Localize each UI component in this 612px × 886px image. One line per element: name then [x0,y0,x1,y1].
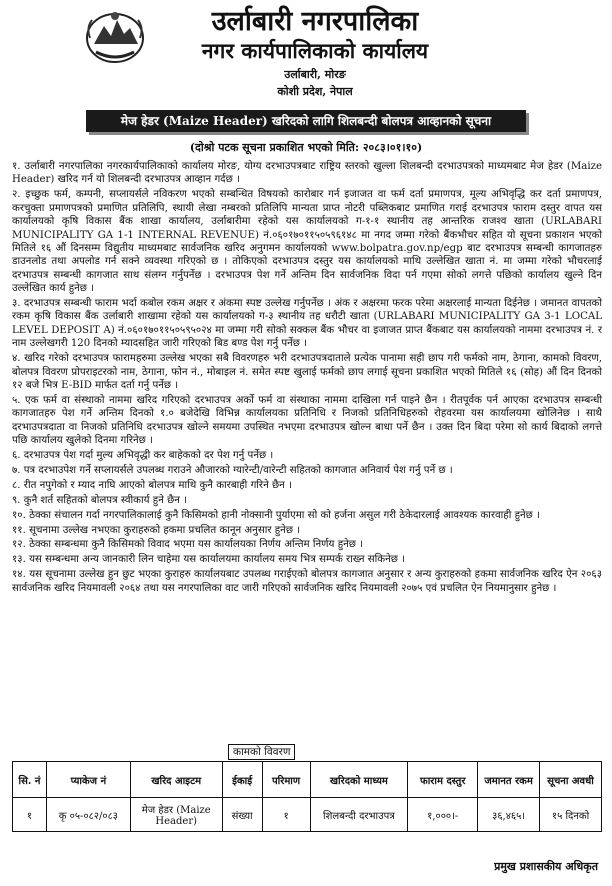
clause-9: ९. कुनै शर्त सहितको बोलपत्र स्वीकार्य हुने छैन । [12,494,187,506]
col-quantity: परिमाण [262,762,310,798]
cell-quantity: १ [262,798,310,832]
clause-11: ११. सूचनामा उल्लेख नभएका कुराहरुको हकमा प्रचलित कानून अनुसार हुनेछ । [12,524,301,536]
clause-12: १२. ठेक्का सम्बन्धमा कुनै किसिमको विवाद भएमा यस कार्यालयका निर्णय अन्तिम निर्णय हुनेछ । [12,539,363,551]
cell-security-amount: ३६,४६५। [478,798,540,832]
clause-1: १. उर्लाबारी नगरपालिका नगरकार्यपालिकाको कार्यालय मोरङ, योग्य दरभाउपत्रबाट राष्ट्रिय स्तरको खुल्ला शिलबन्दी दरभाउपत्रको माध्यमबाट मेज हेडर (Maize Header) खरिद गर्न यो शिलबन्दी दरभाउपत्र आव्हान गर्दछ । [12,161,602,186]
address-line-1: उर्लाबारी, मोरङ [284,68,346,81]
table-caption: कामको विवरण [228,744,295,760]
col-unit: ईकाई [222,762,262,798]
cell-serial: १ [13,798,47,832]
organization-name: उर्लाबारी नगरपालिका [211,6,419,37]
col-package-no: प्याकेज नं [46,762,130,798]
clause-14: १४. यस सूचनामा उल्लेख हुन छुट भएका कुराहरु कार्यालयबाट उपलब्ध गराईएको बोलपत्र कागजात अनुसार र अन्य कुराहरुको हकमा सार्वजनिक खरिद ऐन २०६३ सार्वजनिक खरिद नियमावली २०६४ तथा यस नगरपालिका वाट जारी गरिएको सार्वजनिक खरिद नियमावली २०७५ एवं प्रचलित ऐन नियमानुसार हुनेछ । [12,569,602,594]
col-procurement-method: खरिदको माध्यम [310,762,408,798]
cell-package-no: कृ ०५-०८२/०८३ [46,798,130,832]
col-security-amount: जमानत रकम [478,762,540,798]
clause-6: ६. दरभाउपत्र पेश गर्दा मुल्य अभिवृद्धी कर बाहेकको दर पेश गर्नु पर्नेछ । [12,450,274,462]
address-line-2: कोशी प्रदेश, नेपाल [277,85,353,98]
clause-8: ८. रीत नपुगेको र म्याद नाघि आएको बोलपत्र माथि कुनै कारबाही गरिने छैन । [12,479,292,491]
col-notice-period: सूचना अवधी [540,762,602,798]
cell-procurement-method: शिलबन्दी दरभाउपत्र [310,798,408,832]
procurement-table [12,761,602,832]
cell-item: मेज हेडर (Maize Header) [130,798,222,832]
cell-unit: संख्या [222,798,262,832]
clause-2: २. इच्छुक फर्म, कम्पनी, सप्लायर्सले नविकरण भएको सम्बन्धित विषयको कारोबार गर्न इजाजत वा फर्म दर्ता प्रमाणपत्र, मूल्य अभिवृद्धि कर दर्ता प्रमाणपत्र, करचुक्ता प्रमाणपत्रको प्रमाणित प्रतिलिपि, स्थायी लेखा नम्बरको प्रतिलिपि मान्यता प्राप्त नोटरी पब्लिकबाट प्रमाणित गराई दरभाउपत्र फाराम दस्तुर वापत यस कार्यालयको कृषि विकास बैंक शाखा कार्यालय, उर्लाबारीमा रहेको यस कार्यालयको ग-१-१ स्थानीय तह आन्तरिक राजश्व खाता (URLABARI MUNICIPALITY GA 1-1 INTERNAL REVENUE) नं.०६०१७०११५०५९६१४८ मा नगद जम्मा गरेको बैंकभौचर सहित यो सूचना प्रकाशन भएको मितिले १६ औं दिनसम्म विद्युतीय माध्यमबाट सार्वजनिक खरिद अनुगमन कार्यालयको www.bolpatra.gov.np/egp बाट दरभाउपत्र सम्बन्धी कागजातहरु डाउनलोड तथा अपलोड गर्न सक्ने व्यवस्था गरिएको छ । तोकिएको दरभाउपत्र दस्तुर यस कार्यालयको माथि उल्लेखित खाता नं. मा जम्मा गरेको भौचरलाई दरभाउपत्र सम्बन्धी कागजात साथ संलग्न गर्नुपर्नेछ । दरभाउपत्र पेश गर्ने अन्तिम दिन सार्वजनिक विदा पर्न गएमा सोको लगत्ते पछिको कार्यालय खुल्ने दिन उल्लेखित कार्य हुनेछ । [12,189,602,295]
office-name: नगर कार्यपालिकाको कार्यालय [201,38,429,63]
col-item: खरिद आइटम [130,762,222,798]
signatory-title: प्रमुख प्रशासकीय अधिकृत [494,860,598,873]
clause-13: १३. यस सम्बन्धमा अन्य जानकारी लिन चाहेमा यस कार्यालयमा कार्यालय समय भित्र सम्पर्क राख्न सकिनेछ । [12,554,406,566]
table-row [13,798,602,832]
cell-form-fee: १,०००।- [408,798,478,832]
nepal-emblem-icon [84,8,146,64]
table-header-row [13,762,602,798]
col-serial: सि. नं [13,762,47,798]
clause-5: ५. एक फर्म वा संस्थाको नाममा खरिद गरिएको दरभाउपत्र अर्को फर्म वा संस्थाका नाममा दाखिला गर्न पाइने छैन । रीतपूर्वक पर्न आएका दरभाउपत्र सम्बन्धी कागजातहरु पेश गर्ने अन्तिम दिनको १.० बजेदेखि विभिन्न कार्यालयका प्रतिनिधि र निजको प्रतिनिधिहरुको रोहवरमा यस कार्यालयमा खोलिनेछ । साथै दरभाउपत्रदाता वा निजको प्रतिनिधि दरभाउपत्र खोल्ने समयमा उपस्थित नभएमा दरभाउपत्र खोल्न बाधा पर्ने छैन । उक्त दिन बिदा परेमा सो कार्य बिदाको लगत्ते पछि कार्यालय खुलेको दिनमा गरिनेछ । [12,394,602,447]
col-form-fee: फाराम दस्तुर [408,762,478,798]
clause-3: ३. दरभाउपत्र सम्बन्धी फाराम भर्दा कबोल रकम अक्षर र अंकमा स्पष्ट उल्लेख गर्नुपर्नेछ । अंक र अक्षरमा फरक परेमा अक्षरलाई मान्यता दिईनेछ । जमानत वापतको रकम कृषि विकास बैंक उर्लाबारी शाखामा रहेको यस कार्यालयको ग-३ स्थानीय तह धरौटी खाता (URLABARI MUNICIPALITY GA 3-1 LOCAL LEVEL DEPOSIT A) नं.०६०१७०११५०५९५०२४ मा जम्मा गरी सोको सक्कल बैंक भौचर वा इजाजत प्राप्त बैंकबाट यस कार्यालयको नाममा दरभाउपत्र नं. र नाम उल्लेखगरी 120 दिनको म्यादसहित जारी गरिएको बिड बण्ड पेश गर्नु पर्नेछ । [12,298,602,350]
cell-notice-period: १५ दिनको [540,798,602,832]
clause-7: ७. पत्र दरभाउपेश गर्ने सप्लायर्सले उपलब्ध गराउने औजारको ग्यारेन्टी/वारेन्टी सहितको कागजात अनिवार्य पेश गर्नु पर्ने छ । [12,464,453,476]
letterhead [0,0,612,108]
republish-date-note: (दोश्रो पटक सूचना प्रकाशित भएको मिति: २०८३।०१।१०) [189,141,423,154]
clause-4: ४. खरिद गरेको दरभाउपत्र फारामहरुमा उल्लेख भएका सबै विवरणहरु भरी दरभाउपत्रदाताले प्रत्येक पानामा सही छाप गरी फर्मको नाम, ठेगाना, कामको विवरण, बोलपत्र विवरण प्रोपराइटरको नाम, ठेगाना, फोन नं., मोबाइल नं. समेत स्पष्ट खुलाई फर्मको छाप लगाई सूचना प्रकाशित भएको मितिले १६ (सोह) औं दिन दिनको १२ बजे भित्र E-BID मार्फत दर्ता गर्नु पर्नेछ । [12,353,602,391]
clause-10: १०. ठेक्का संचालन गर्दा नगरपालिकालाई कुनै किसिमको हानी नोक्सानी पुर्याएमा सो को हर्जना असुल गरी ठेकेदारलाई आवश्यक कारवाही हुनेछ । [12,509,540,521]
notice-title: मेज हेडर (Maize Header) खरिदको लागि शिलबन्दी बोलपत्र आव्हानको सूचना [86,110,526,132]
notice-body [12,160,602,597]
